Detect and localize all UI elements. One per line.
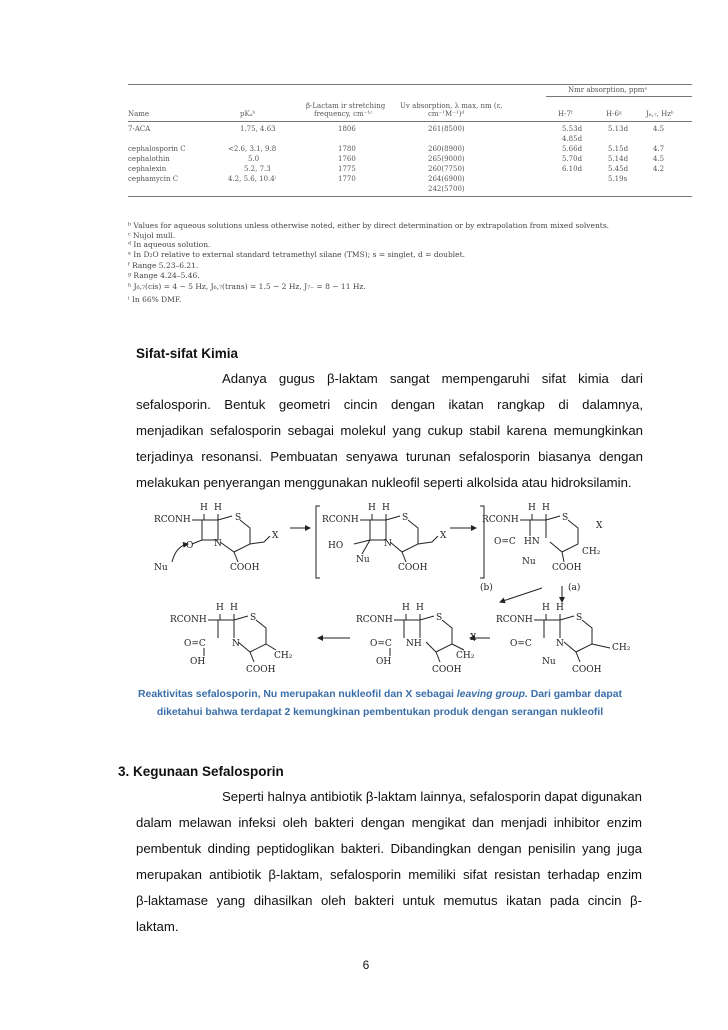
- svg-text:Nu: Nu: [542, 657, 556, 667]
- paragraph-kimia: Adanya gugus β-laktam sangat mempengaruhi sifat kimia dari sefalosporin. Bentuk geometri cincin dengan ikatan rangkap di dalamnya, menjadikan sefalosporin sebagai molekul yang cukup stabil karena memungkinkan terjadinya resonansi. Pembuatan senyawa turunan sefalosporin biasanya dengan melakukan penyerangan menggunakan nukleofil seperti alkolsida atau hidroksilamin.: [136, 371, 643, 490]
- svg-text:O=C: O=C: [494, 537, 516, 547]
- svg-text:CH₂: CH₂: [612, 643, 631, 653]
- svg-text:COOH: COOH: [432, 665, 462, 675]
- col-header-uv-2: cm⁻¹M⁻¹)ᵈ: [428, 110, 465, 118]
- svg-text:Nu: Nu: [522, 557, 536, 567]
- svg-text:O: O: [186, 541, 194, 551]
- svg-text:H: H: [200, 503, 208, 513]
- section-title-kegunaan: 3. Kegunaan Sefalosporin: [118, 764, 284, 779]
- structure-product-b1: [170, 603, 293, 675]
- svg-text:H: H: [368, 503, 376, 513]
- svg-text:HO: HO: [328, 541, 344, 551]
- svg-text:O=C: O=C: [370, 639, 392, 649]
- svg-text:OH: OH: [376, 657, 392, 667]
- col-header-h6: H-6ᵍ: [606, 110, 622, 118]
- svg-text:H: H: [416, 603, 424, 613]
- svg-text:H: H: [556, 603, 564, 613]
- svg-text:N: N: [214, 539, 222, 549]
- col-header-pka: pKₐᵇ: [240, 110, 256, 118]
- svg-text:O=C: O=C: [184, 639, 206, 649]
- structure-product-b2: [356, 603, 477, 675]
- svg-text:X: X: [470, 633, 477, 643]
- svg-text:S: S: [250, 613, 257, 623]
- svg-text:NH: NH: [406, 639, 422, 649]
- svg-text:CH₂: CH₂: [456, 651, 475, 661]
- svg-text:X: X: [440, 531, 447, 541]
- svg-text:S: S: [562, 513, 569, 523]
- svg-text:X: X: [596, 521, 603, 531]
- svg-text:CH₂: CH₂: [274, 651, 293, 661]
- footnote: ⁱ In 66% DMF.: [128, 295, 182, 304]
- footnote: ᵈ In aqueous solution.: [128, 240, 211, 249]
- footnote: ʰ J₆,₇(cis) = 4 − 5 Hz, J₆,₇(trans) = 1.5 − 2 Hz, J₇₋ = 8 − 11 Hz.: [128, 282, 366, 291]
- footnote: ᵇ Values for aqueous solutions unless otherwise noted, either by direct determination or by extrapolation from mixed solvents.: [128, 221, 610, 230]
- svg-text:H: H: [528, 503, 536, 513]
- svg-text:COOH: COOH: [572, 665, 602, 675]
- section-title-kimia: Sifat-sifat Kimia: [136, 346, 239, 361]
- svg-text:H: H: [214, 503, 222, 513]
- col-header-name: Name: [128, 110, 150, 118]
- col-header-h7: H-7ᶠ: [558, 110, 573, 118]
- svg-text:(b): (b): [480, 583, 493, 593]
- footnote: ᶜ Nujol mull.: [128, 231, 176, 240]
- svg-text:S: S: [235, 513, 242, 523]
- svg-text:RCONH: RCONH: [322, 515, 359, 525]
- svg-text:S: S: [402, 513, 409, 523]
- reaction-scheme: [150, 498, 640, 682]
- structure-product-a: [496, 603, 631, 675]
- svg-text:CH₂: CH₂: [582, 547, 601, 557]
- svg-text:X: X: [272, 531, 279, 541]
- svg-text:S: S: [436, 613, 443, 623]
- structure-cephalosporin: [154, 503, 279, 573]
- svg-text:Nu: Nu: [154, 563, 168, 573]
- svg-text:OH: OH: [190, 657, 206, 667]
- nmr-group-header: Nmr absorption, ppmᵉ: [568, 86, 648, 94]
- svg-text:RCONH: RCONH: [170, 615, 207, 625]
- svg-text:N: N: [232, 639, 240, 649]
- svg-text:RCONH: RCONH: [356, 615, 393, 625]
- structure-open-ring: [482, 503, 603, 573]
- col-header-j67: J₆,₇, Hzʰ: [646, 110, 674, 118]
- svg-text:RCONH: RCONH: [154, 515, 191, 525]
- svg-text:N: N: [384, 539, 392, 549]
- svg-text:H: H: [542, 503, 550, 513]
- svg-text:COOH: COOH: [398, 563, 428, 573]
- svg-text:COOH: COOH: [230, 563, 260, 573]
- svg-text:H: H: [216, 603, 224, 613]
- structure-intermediate: [316, 503, 484, 578]
- col-header-ir-2: frequency, cm⁻¹ᶜ: [314, 110, 373, 118]
- svg-text:COOH: COOH: [552, 563, 582, 573]
- svg-text:RCONH: RCONH: [482, 515, 519, 525]
- svg-text:H: H: [402, 603, 410, 613]
- footnote: ᵉ In D₂O relative to external standard tetramethyl silane (TMS); s = singlet, d = doublet.: [128, 250, 466, 259]
- footnote: ᶠ Range 5.23–6.21.: [128, 261, 199, 270]
- svg-text:(a): (a): [568, 583, 581, 593]
- svg-text:Nu: Nu: [356, 555, 370, 565]
- svg-text:H: H: [382, 503, 390, 513]
- paragraph-kegunaan: Seperti halnya antibiotik β-laktam lainnya, sefalosporin dapat digunakan dalam melawan infeksi oleh bakteri dengan mengikat dan menjadi inhibitor enzim pembentuk dinding peptidoglikan bakteri. Dibandingkan dengan penisilin yang juga merupakan antibiotik β-laktam, sefalosporin memiliki sifat resistan terhadap enzim β-laktamase yang dihasilkan oleh bakteri untuk memutus ikatan pada cincin β- laktam.: [136, 789, 642, 934]
- svg-text:O=C: O=C: [510, 639, 532, 649]
- col-header-ir-1: β-Lactam ir stretching: [306, 102, 386, 110]
- svg-text:COOH: COOH: [246, 665, 276, 675]
- figure-caption: Reaktivitas sefalosporin, Nu merupakan nukleofil dan X sebagai leaving group. Dari gambar dapat diketahui bahwa terdapat 2 kemungkinan pembentukan produk dengan serangan nukleofil: [138, 689, 622, 718]
- page-number: 6: [362, 958, 370, 972]
- col-header-uv-1: Uv absorption, λ max, nm (ε,: [400, 102, 503, 110]
- svg-text:S: S: [576, 613, 583, 623]
- svg-text:RCONH: RCONH: [496, 615, 533, 625]
- svg-text:N: N: [556, 639, 564, 649]
- footnote: ᵍ Range 4.24–5.46.: [128, 271, 200, 280]
- svg-text:H: H: [542, 603, 550, 613]
- svg-text:HN: HN: [524, 537, 540, 547]
- svg-text:H: H: [230, 603, 238, 613]
